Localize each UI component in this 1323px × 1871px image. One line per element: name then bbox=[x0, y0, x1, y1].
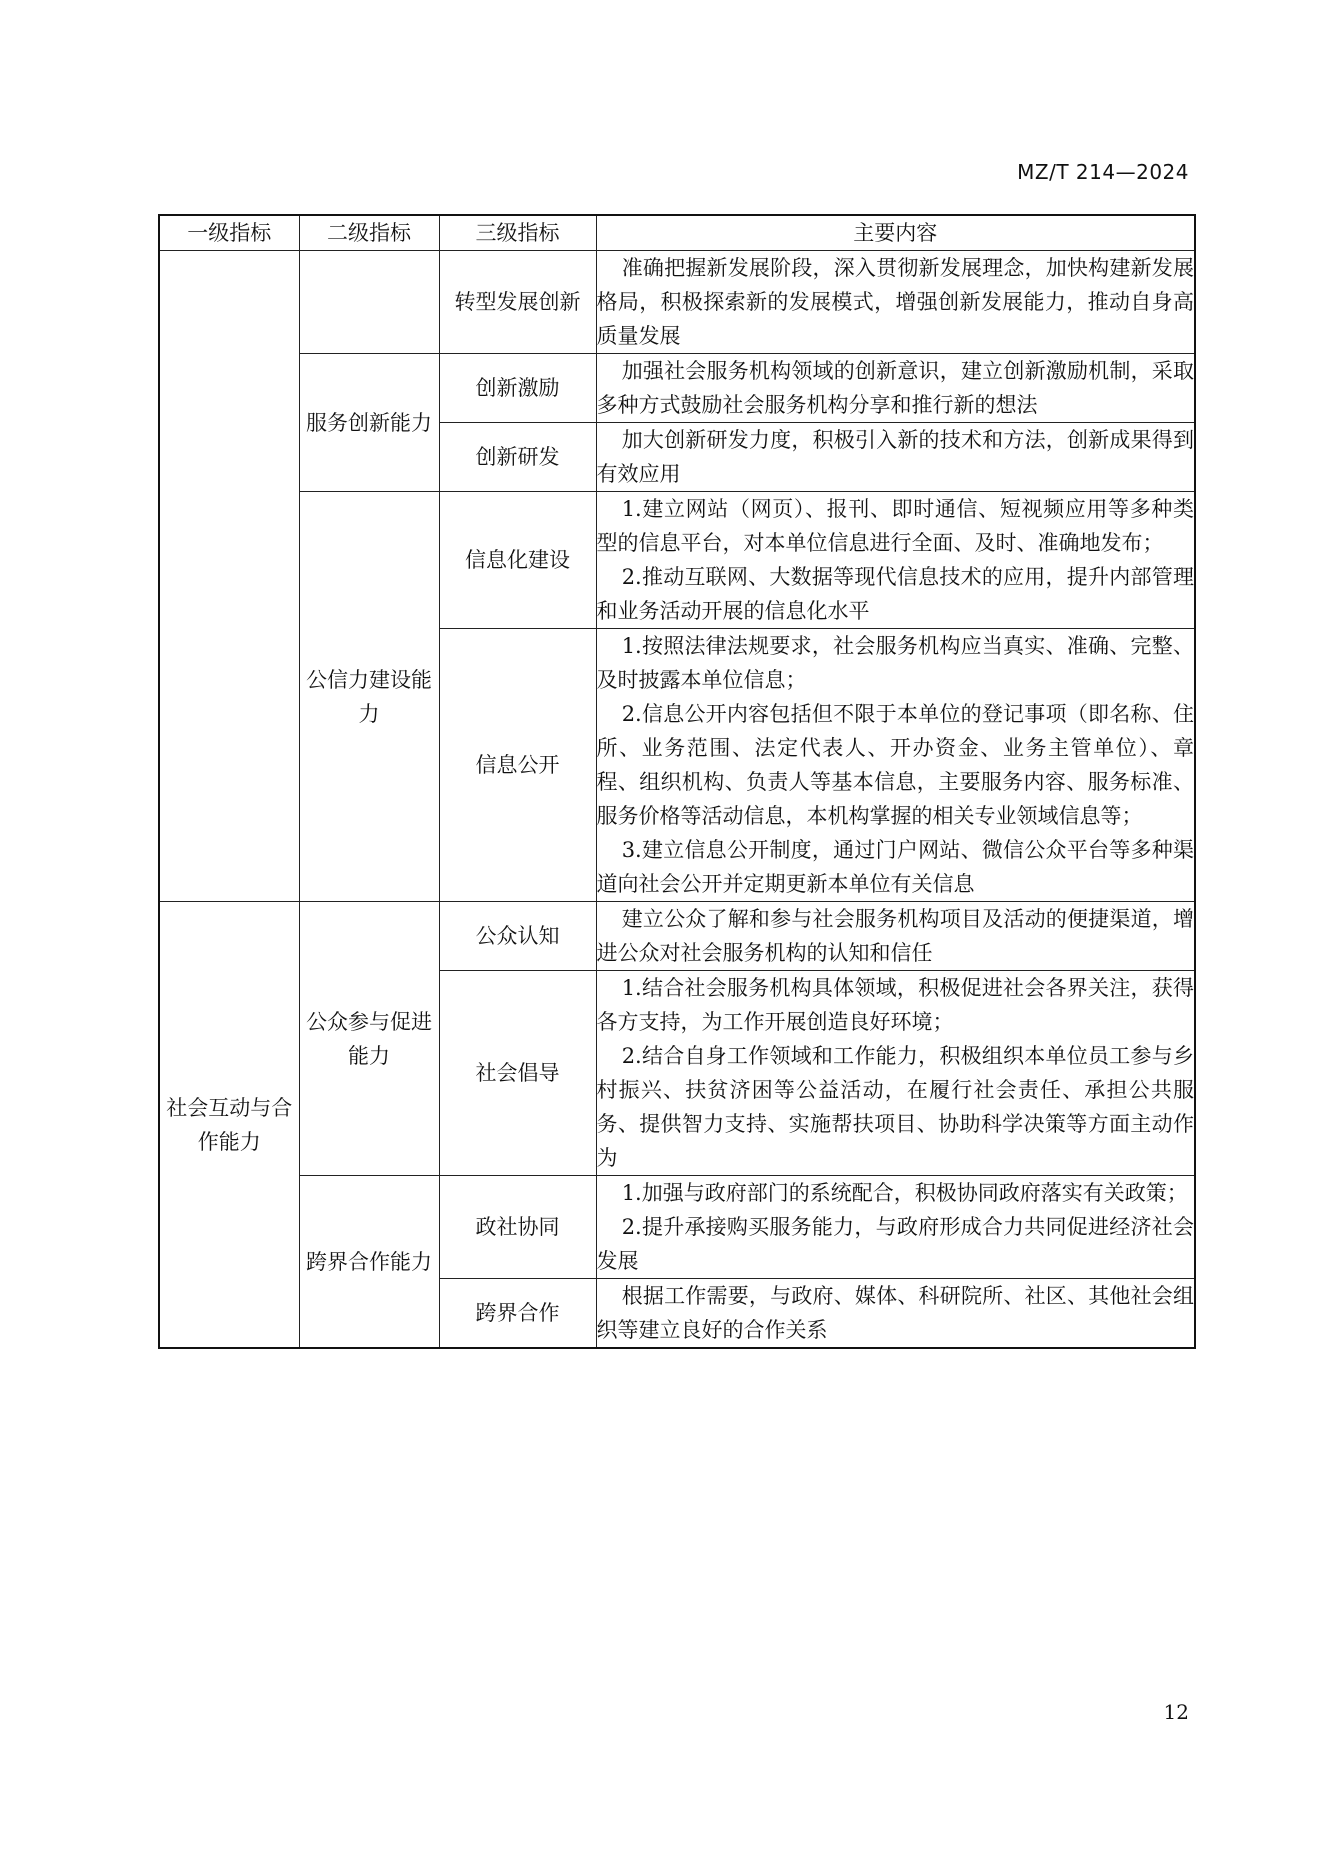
level2-cell: 公信力建设能力 bbox=[299, 492, 439, 902]
level3-cell: 公众认知 bbox=[439, 902, 596, 971]
level3-cell: 政社协同 bbox=[439, 1176, 596, 1279]
content-paragraph: 2.信息公开内容包括但不限于本单位的登记事项（即名称、住所、业务范围、法定代表人、开办资金、业务主管单位）、章程、组织机构、负责人等基本信息，主要服务内容、服务标准、服务价格等活动信息，本机构掌握的相关专业领域信息等； bbox=[596, 702, 1194, 828]
table-header-row bbox=[159, 215, 1195, 251]
content-cell bbox=[596, 1279, 1195, 1349]
indicator-table bbox=[158, 214, 1196, 1349]
level3-cell: 社会倡导 bbox=[439, 971, 596, 1176]
content-paragraph: 准确把握新发展阶段，深入贯彻新发展理念，加快构建新发展格局，积极探索新的发展模式，增强创新发展能力，推动自身高质量发展 bbox=[596, 256, 1194, 348]
header-level1: 一级指标 bbox=[159, 215, 299, 251]
level2-cell: 公众参与促进能力 bbox=[299, 902, 439, 1176]
level3-cell: 信息公开 bbox=[439, 629, 596, 902]
content-cell bbox=[596, 423, 1195, 492]
level3-cell: 创新激励 bbox=[439, 354, 596, 423]
content-paragraph: 1.按照法律法规要求，社会服务机构应当真实、准确、完整、及时披露本单位信息； bbox=[596, 634, 1194, 692]
level1-cell: 社会互动与合作能力 bbox=[159, 902, 299, 1349]
table-row bbox=[159, 1176, 1195, 1279]
document-code: MZ/T 214—2024 bbox=[1017, 160, 1189, 184]
page-number: 12 bbox=[1163, 1700, 1189, 1724]
content-cell bbox=[596, 251, 1195, 354]
content-paragraph: 加强社会服务机构领域的创新意识，建立创新激励机制，采取多种方式鼓励社会服务机构分享和推行新的想法 bbox=[596, 359, 1194, 417]
table-row bbox=[159, 492, 1195, 629]
content-paragraph: 1.建立网站（网页）、报刊、即时通信、短视频应用等多种类型的信息平台，对本单位信息进行全面、及时、准确地发布； bbox=[596, 497, 1194, 555]
content-paragraph: 2.提升承接购买服务能力，与政府形成合力共同促进经济社会发展 bbox=[596, 1215, 1194, 1273]
level3-cell: 信息化建设 bbox=[439, 492, 596, 629]
content-cell bbox=[596, 354, 1195, 423]
content-cell bbox=[596, 902, 1195, 971]
content-cell bbox=[596, 971, 1195, 1176]
content-paragraph: 3.建立信息公开制度，通过门户网站、微信公众平台等多种渠道向社会公开并定期更新本单位有关信息 bbox=[596, 838, 1194, 896]
content-cell bbox=[596, 629, 1195, 902]
content-paragraph: 1.加强与政府部门的系统配合，积极协同政府落实有关政策； bbox=[621, 1181, 1188, 1205]
level3-cell: 跨界合作 bbox=[439, 1279, 596, 1349]
content-cell bbox=[596, 492, 1195, 629]
content-paragraph: 2.结合自身工作领域和工作能力，积极组织本单位员工参与乡村振兴、扶贫济困等公益活动，在履行社会责任、承担公共服务、提供智力支持、实施帮扶项目、协助科学决策等方面主动作为 bbox=[596, 1044, 1194, 1170]
content-cell bbox=[596, 1176, 1195, 1279]
header-level3: 三级指标 bbox=[439, 215, 596, 251]
header-content: 主要内容 bbox=[596, 215, 1195, 251]
content-paragraph: 加大创新研发力度，积极引入新的技术和方法，创新成果得到有效应用 bbox=[596, 428, 1194, 486]
level3-cell: 创新研发 bbox=[439, 423, 596, 492]
level2-cell bbox=[299, 251, 439, 354]
level2-cell: 服务创新能力 bbox=[299, 354, 439, 492]
table-row bbox=[159, 251, 1195, 354]
level3-cell: 转型发展创新 bbox=[439, 251, 596, 354]
table-row bbox=[159, 354, 1195, 423]
level2-cell: 跨界合作能力 bbox=[299, 1176, 439, 1349]
content-paragraph: 根据工作需要，与政府、媒体、科研院所、社区、其他社会组织等建立良好的合作关系 bbox=[596, 1284, 1194, 1342]
content-paragraph: 2.推动互联网、大数据等现代信息技术的应用，提升内部管理和业务活动开展的信息化水平 bbox=[596, 565, 1194, 623]
content-paragraph: 建立公众了解和参与社会服务机构项目及活动的便捷渠道，增进公众对社会服务机构的认知和信任 bbox=[596, 907, 1194, 965]
content-paragraph: 1.结合社会服务机构具体领域，积极促进社会各界关注，获得各方支持，为工作开展创造良好环境； bbox=[596, 976, 1194, 1034]
header-level2: 二级指标 bbox=[299, 215, 439, 251]
table-row bbox=[159, 902, 1195, 971]
level1-cell bbox=[159, 251, 299, 902]
